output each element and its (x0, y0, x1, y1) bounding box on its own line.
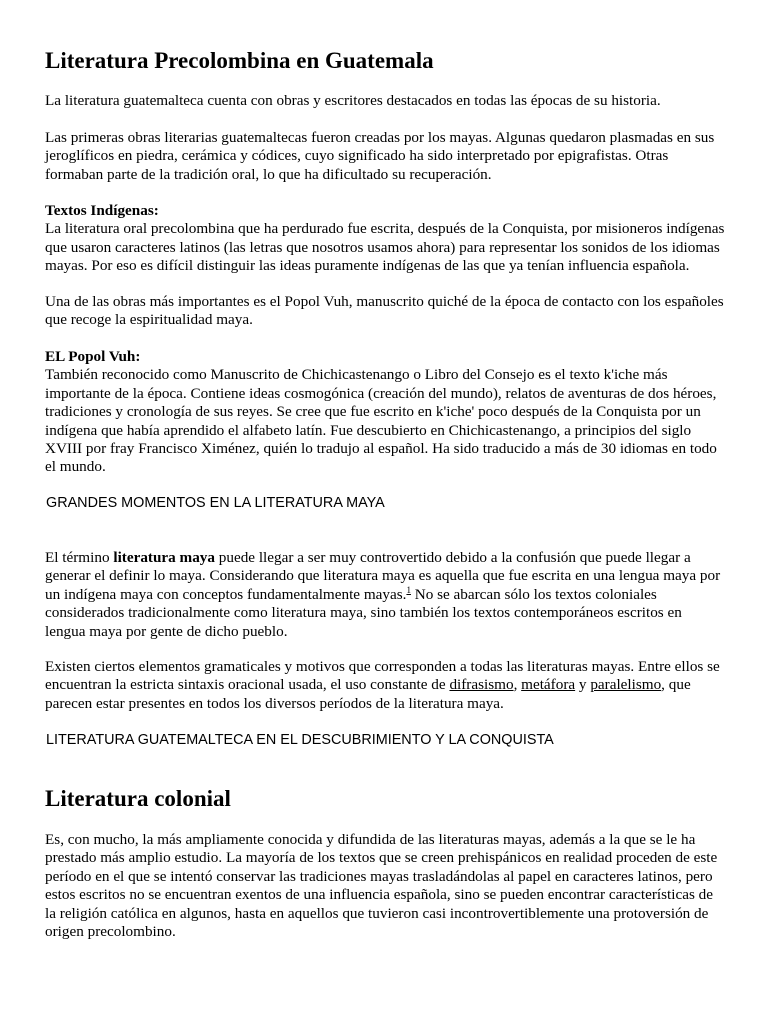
metafora-link[interactable]: metáfora (521, 676, 576, 694)
elementos-paragraph: Existen ciertos elementos gramaticales y motivos que corresponden a todas las literaturas mayas. Entre ellos se encuentran la estricta sintaxis oracional usada, el uso constante de difrasismo, metáfora y paralelismo, que parecen estar presentes en todos los diversos períodos de la literatura maya. (45, 658, 720, 712)
section-descubrimiento-conquista: LITERATURA GUATEMALTECA EN EL DESCUBRIMIENTO Y LA CONQUISTA (46, 732, 554, 748)
colonial-paragraph: Es, con mucho, la más ampliamente conocida y difundida de las literaturas mayas, además a la que se le ha prestado más amplio estudio. La mayoría de los textos que se creen prehispánicos en realidad proceden de este período en el que se intentó conservar las tradiciones mayas trasladándolas al papel en caracteres latinos, pero estos escritos no se encuentran exentos de una influencia española, sino se pueden encontrar características de la religión católica en algunos, hasta en aquellos que tuvieron casi incontrovertiblemente una protoversión de origen precolombino. (45, 831, 718, 941)
mayas-paragraph: Las primeras obras literarias guatemaltecas fueron creadas por los mayas. Algunas quedaron plasmadas en sus jeroglíficos en piedra, cerámica y códices, cuyo significado ha sido interpretado por epigrafistas. Otras formaban parte de la tradición oral, lo que ha dificultado su recuperación. (45, 129, 715, 183)
difrasismo-link[interactable]: difrasismo (449, 676, 514, 694)
paralelismo-link[interactable]: paralelismo (590, 676, 662, 694)
section-grandes-momentos: GRANDES MOMENTOS EN LA LITERATURA MAYA (46, 495, 385, 511)
page-title: Literatura Precolombina en Guatemala (45, 48, 434, 73)
textos-indigenas-paragraph (45, 202, 725, 276)
literatura-maya-term: literatura maya (113, 549, 215, 566)
popol-vuh-heading: EL Popol Vuh: (45, 348, 141, 365)
colonial-title: Literatura colonial (45, 786, 231, 811)
footnote-link[interactable]: 1 (406, 584, 411, 595)
textos-indigenas-heading: Textos Indígenas: (45, 202, 159, 219)
textos-indigenas-body: La literatura oral precolombina que ha perdurado fue escrita, después de la Conquista, por misioneros indígenas que usaron caracteres latinos (las letras que nosotros usamos ahora) para representar los sonidos de los idiomas mayas. Por eso es difícil distinguir las ideas puramente indígenas de las que ya tenían influencia española. (45, 220, 725, 275)
popol-vuh-paragraph (45, 348, 725, 477)
popol-vuh-body: También reconocido como Manuscrito de Chichicastenango o Libro del Consejo es el texto k'iche más importante de la época. Contiene ideas cosmogónica (creación del mundo), relatos de aventuras de dos héroes, tradiciones y cronología de sus reyes. Se cree que fue escrito en k'iche' poco después de la Conquista por un indígena que había aprendido el alfabeto latín. Fue descubierto en Chichicastenango, a principios del siglo XVIII por fray Francisco Ximénez, quién lo tradujo al español. Ha sido traducido a más de 30 idiomas en todo el mundo. (45, 366, 717, 476)
termino-paragraph: El término literatura maya puede llegar a ser muy controvertido debido a la confusión que puede llegar a generar el definir lo maya. Considerando que literatura maya es aquella que fue escrita en una lengua maya por un indígena maya con conceptos fundamentalmente mayas.$^1$ No se abarcan sólo los textos coloniales considerados tradicionalmente como literatura maya, sino también los textos contemporáneos escritos en lengua maya por gente de dicho pueblo. (45, 549, 721, 640)
popol-intro-paragraph: Una de las obras más importantes es el Popol Vuh, manuscrito quiché de la época de contacto con los españoles que recoge la espiritualidad maya. (45, 293, 724, 329)
intro-paragraph: La literatura guatemalteca cuenta con obras y escritores destacados en todas las épocas de su historia. (45, 92, 661, 109)
